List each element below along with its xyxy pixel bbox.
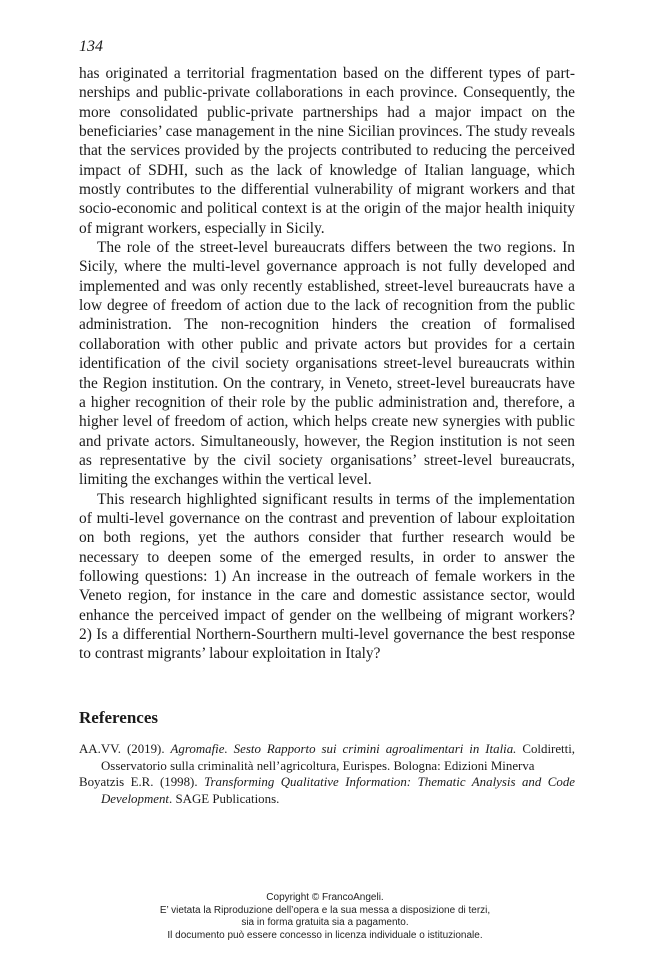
body-text — [79, 64, 575, 664]
references-list — [79, 741, 575, 807]
paragraph: The role of the street-level bureaucrats differs between the two regions. In Sicily, where the multi-level governance approach is not fully developed and implemented and was only recently established, street-level bureaucrats have a low degree of freedom of action due to the lack of recognition from the public administration. The non-recognition hinders the creation of formalised collaboration with other public and private actors but provides for a certain identification of the civil society organisations street-level bureaucrats within the Region institution. On the contrary, in Veneto, street-level bureaucrats have a higher recognition of their role by the public administration and, therefore, a higher level of freedom of action, which helps create new synergies with public and private actors. Simultaneously, however, the Region institution is not seen as representative by the civil society organisations’ street-level bureaucrats, limiting the exchanges within the vertical level. — [79, 239, 575, 489]
copyright-notice — [0, 892, 650, 942]
references-heading: References — [79, 708, 158, 727]
reference-details: Coldiretti, Osservatorio sulla criminalità nell’agricoltura, Eurispes. Bologna: Edizioni Minerva — [101, 742, 576, 773]
page-number: 134 — [79, 38, 103, 55]
reference-entry — [79, 741, 575, 774]
reference-title: Agromafie. Sesto Rapporto sui crimini agroalimentari in Italia. — [170, 742, 517, 756]
reference-author: Boyatzis E.R. (1998). — [79, 775, 205, 790]
reference-author: AA.VV. (2019). — [79, 742, 171, 756]
copyright-line: Il documento può essere concesso in licenza individuale o istituzionale. — [167, 929, 483, 941]
reference-title: Transforming Qualitative Information: Thematic Analysis and Code Development — [101, 775, 575, 806]
copyright-line: Copyright © FrancoAngeli. — [266, 892, 384, 903]
paragraph: has originated a territorial fragmentation based on the different types of partnerships and public-private collaborations in each province. Consequently, the more consolidated public-private partnerships had a major impact on the beneficiaries’ case management in the nine Sicilian provinces. The study reveals that the services provided by the projects contributed to reducing the perceived impact of SDHI, such as the lack of knowledge of Italian language, which mostly contributes to the differential vulnerability of migrant workers and that socio-economic and political context is at the origin of the major health iniquity of migrant workers, especially in Sicily. — [79, 65, 575, 237]
reference-details: . SAGE Publications. — [169, 791, 280, 806]
copyright-line: E’ vietata la Riproduzione dell’opera e la sua messa a disposizione di terzi, — [159, 904, 491, 916]
paragraph: This research highlighted significant results in terms of the implementation of multi-level governance on the contrast and prevention of labour exploitation on both regions, yet the authors consider that further research would be necessary to deepen some of the emerged results, in order to answer the following questions: 1) An increase in the outreach of female workers in the Veneto region, for instance in the care and domestic assistance sector, would enhance the perceived impact of gender on the wellbeing of migrant workers? 2) Is a differential Northern-Sourthern multi-level governance the best response to contrast migrants’ labour exploitation in Italy? — [79, 490, 575, 663]
copyright-line: sia in forma gratuita sia a pagamento. — [241, 917, 409, 929]
reference-entry — [79, 774, 575, 807]
